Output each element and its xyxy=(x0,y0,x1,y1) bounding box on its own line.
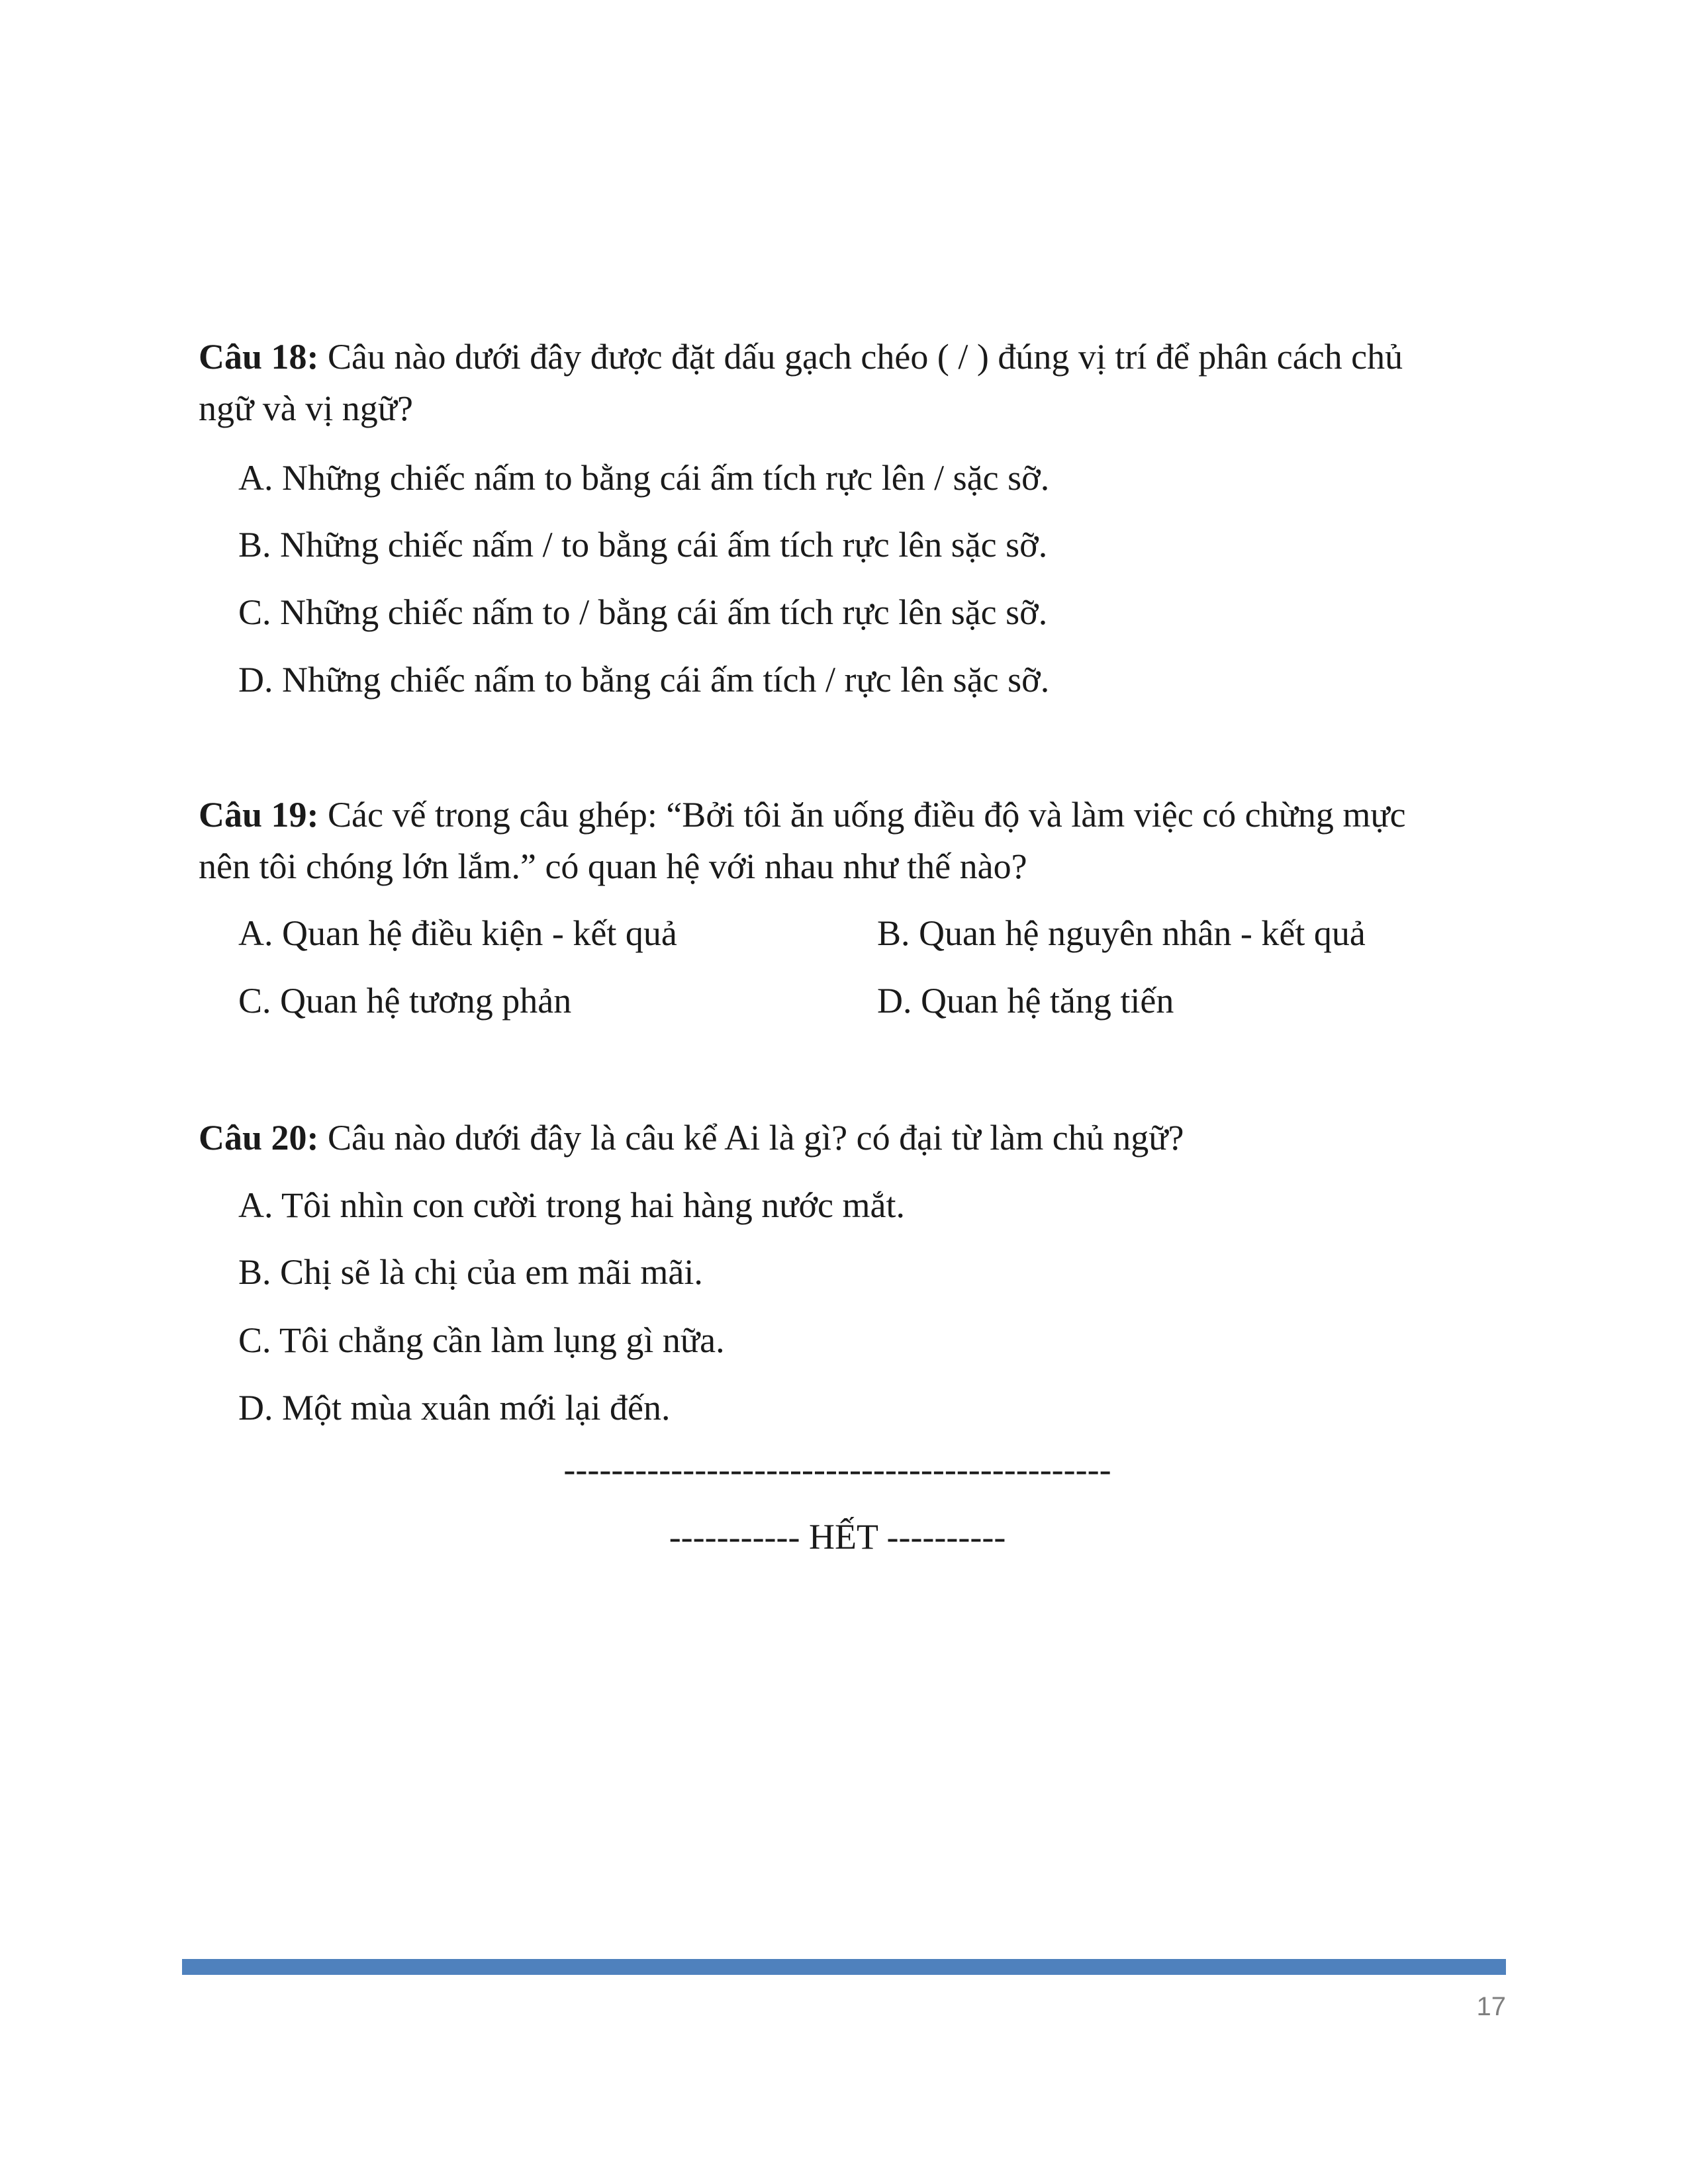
question-20-option-b: B. Chị sẽ là chị của em mãi mãi. xyxy=(238,1252,703,1292)
question-18 xyxy=(199,331,1456,434)
question-20-label: Câu 20: xyxy=(199,1118,319,1158)
question-20-option-d: D. Một mùa xuân mới lại đến. xyxy=(238,1388,671,1428)
question-20-text: Câu nào dưới đây là câu kể Ai là gì? có đại từ làm chủ ngữ? xyxy=(328,1118,1184,1158)
footer-bar xyxy=(182,1959,1506,1975)
question-19-option-a: A. Quan hệ điều kiện - kết quả xyxy=(238,913,677,953)
question-20-option-c: C. Tôi chẳng cần làm lụng gì nữa. xyxy=(238,1320,725,1360)
question-19-option-d: D. Quan hệ tăng tiến xyxy=(877,981,1174,1021)
question-19-text: Các vế trong câu ghép: “Bởi tôi ăn uống điều độ và làm việc có chừng mực nên tôi chóng lớn lắm.” có quan hệ với nhau như thế nào? xyxy=(199,795,1406,886)
end-divider: ---------------------------------------------- xyxy=(563,1449,1111,1489)
page-number: 17 xyxy=(1476,1992,1506,2021)
question-18-text: Câu nào dưới đây được đặt dấu gạch chéo ( / ) đúng vị trí để phân cách chủ ngữ và vị ngữ? xyxy=(199,337,1403,428)
question-19 xyxy=(199,789,1456,892)
question-20-option-a: A. Tôi nhìn con cười trong hai hàng nước mắt. xyxy=(238,1185,905,1225)
question-18-option-c: C. Những chiếc nấm to / bằng cái ấm tích rực lên sặc sỡ. xyxy=(238,592,1048,632)
question-20 xyxy=(199,1112,1456,1163)
question-18-option-a: A. Những chiếc nấm to bằng cái ấm tích rực lên / sặc sỡ. xyxy=(238,458,1050,498)
question-19-option-c: C. Quan hệ tương phản xyxy=(238,981,572,1021)
end-het: ----------- HẾT ---------- xyxy=(669,1517,1006,1557)
question-19-label: Câu 19: xyxy=(199,795,319,835)
question-18-option-b: B. Những chiếc nấm / to bằng cái ấm tích rực lên sặc sỡ. xyxy=(238,525,1048,565)
question-18-label: Câu 18: xyxy=(199,337,319,377)
question-18-option-d: D. Những chiếc nấm to bằng cái ấm tích / rực lên sặc sỡ. xyxy=(238,660,1050,700)
question-19-option-b: B. Quan hệ nguyên nhân - kết quả xyxy=(877,913,1366,953)
